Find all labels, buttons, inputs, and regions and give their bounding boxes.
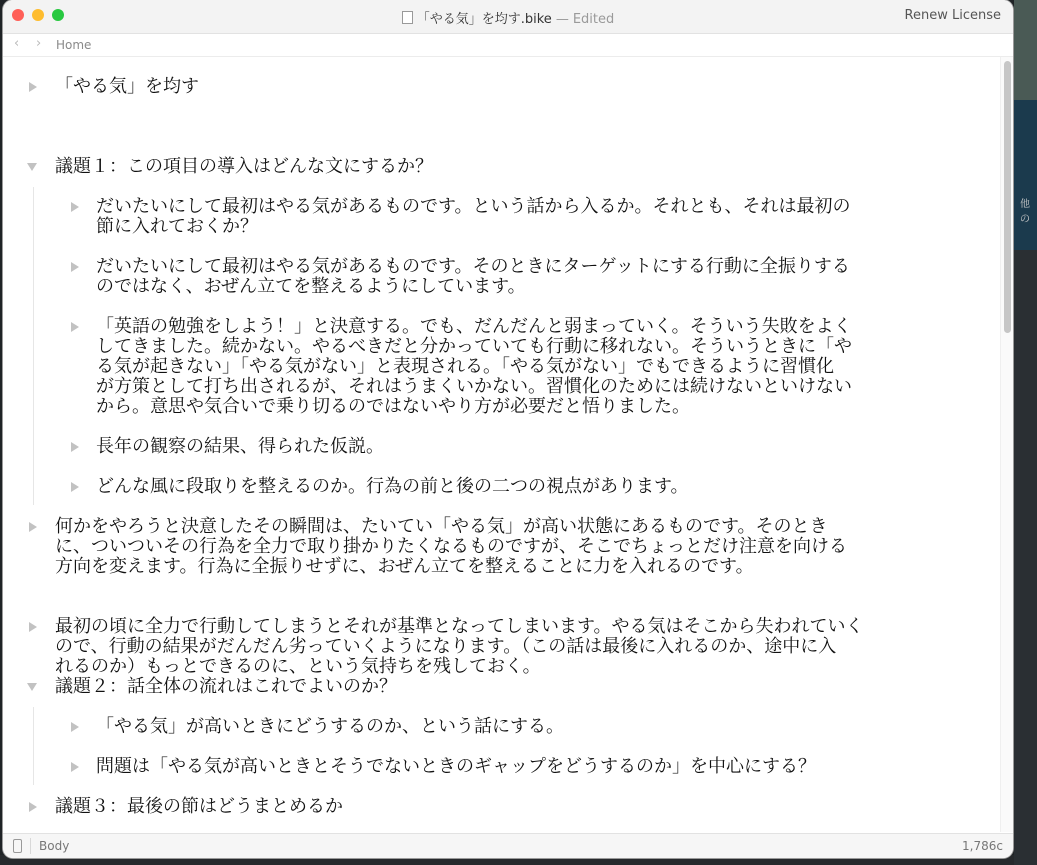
disclosure-collapsed-icon[interactable]	[71, 442, 79, 452]
paragraph-style-label[interactable]: Body	[39, 839, 70, 853]
document-title	[3, 8, 1013, 27]
disclosure-collapsed-icon[interactable]	[71, 202, 79, 212]
character-count: 1,786c	[962, 839, 1003, 853]
outline-row-text[interactable]: 議題１：この項目の導入はどんな文にするか？	[55, 156, 433, 177]
title-separator: —	[555, 12, 569, 27]
vertical-scrollbar[interactable]	[1000, 57, 1013, 832]
outline-row-text[interactable]: だいたいにして最初はやる気があるものです。という話から入るか。それとも、それは最初の	[96, 196, 851, 217]
outline-child-row[interactable]	[3, 757, 998, 777]
outline-row-text[interactable]: 何かをやろうと決意したその瞬間は、たいてい「やる気」が高い状態にあるものです。そのとき	[55, 516, 828, 537]
outline-row-text[interactable]: に、ついついその行為を全力で取り掛かりたくなるものですが、そこでちょっとだけ注意を向ける	[55, 536, 847, 557]
outline-row-text[interactable]: のではなく、おぜん立てを整えるようにしています。	[96, 276, 526, 297]
disclosure-collapsed-icon[interactable]	[71, 482, 79, 492]
outline-row-text[interactable]: が方策として打ち出されるが、それはうまくいかない。習慣化のためには続けないといけない	[96, 376, 852, 397]
outline-row[interactable]	[3, 677, 998, 697]
outline-child-row[interactable]	[3, 477, 998, 497]
document-name: 「やる気」を均す.bike	[416, 12, 552, 27]
outline-child-row[interactable]	[3, 717, 998, 737]
chevron-left-icon[interactable]: ‹	[14, 36, 20, 51]
outline-row-text[interactable]: 「やる気」を均す	[55, 76, 199, 97]
disclosure-collapsed-icon[interactable]	[29, 82, 37, 92]
outline-row-text[interactable]: 「やる気」が高いときにどうするのか、という話にする。	[96, 716, 564, 737]
outline-row[interactable]	[3, 157, 998, 177]
status-bar	[3, 833, 1013, 858]
outline-row-text[interactable]: だいたいにして最初はやる気があるものです。そのときにターゲットにする行動に全振りする	[96, 256, 850, 277]
chevron-right-icon[interactable]: ›	[36, 36, 42, 51]
disclosure-collapsed-icon[interactable]	[29, 802, 37, 812]
desktop-background	[1014, 0, 1037, 865]
disclosure-collapsed-icon[interactable]	[71, 262, 79, 272]
outline-row-text[interactable]: ので、行動の結果がだんだん劣っていくようになります。（この話は最後に入れるのか、途中に入	[55, 636, 837, 657]
app-window	[3, 0, 1013, 858]
outline-row-text[interactable]: る気が起きない」「やる気がない」と表現される。「やる気がない」でもできるように習慣化	[96, 356, 834, 377]
outline-row[interactable]	[3, 117, 998, 137]
outline-row-text[interactable]: から。意思や気合いで乗り切るのではないやり方が必要だと悟りました。	[96, 396, 690, 417]
device-icon[interactable]	[13, 839, 22, 853]
indent-guide	[33, 707, 34, 785]
outline-row[interactable]	[3, 617, 998, 677]
background-window-text: 他の	[1020, 199, 1030, 225]
status-divider	[30, 838, 31, 854]
outline-child-row[interactable]	[3, 437, 998, 457]
outline-row-text[interactable]: 「英語の勉強をしよう！」と決意する。でも、だんだんと弱まっていく。そういう失敗をよく	[96, 316, 852, 337]
document-icon	[402, 11, 413, 24]
outline-child-row[interactable]	[3, 197, 998, 237]
outline-row-text[interactable]: 長年の観察の結果、得られた仮説。	[96, 436, 384, 457]
disclosure-collapsed-icon[interactable]	[71, 722, 79, 732]
renew-license-button[interactable]: Renew License	[904, 8, 1001, 23]
outline-row-text[interactable]: 最初の頃に全力で行動してしまうとそれが基準となってしまいます。やる気はそこから失われていく	[55, 616, 864, 637]
outline-row-text[interactable]: 節に入れておくか？	[96, 216, 258, 237]
outline-row-text[interactable]: してきました。続かない。やるべきだと分かっていても行動に移れない。そういうときに「や	[96, 336, 852, 357]
disclosure-collapsed-icon[interactable]	[71, 322, 79, 332]
outline-row-text[interactable]: どんな風に段取りを整えるのか。行為の前と後の二つの視点があります。	[96, 476, 689, 497]
outline-row[interactable]	[3, 797, 998, 817]
outline-row-text[interactable]: 方向を変えます。行為に全振りせずに、おぜん立てを整えることに力を入れるのです。	[55, 556, 754, 577]
breadcrumb[interactable]: Home	[56, 38, 92, 52]
disclosure-expanded-icon[interactable]	[27, 683, 37, 691]
outline-row-text[interactable]: 議題２：話全体の流れはこれでよいのか？	[55, 676, 397, 697]
edited-status: Edited	[572, 12, 615, 27]
navigation-bar	[3, 34, 1013, 57]
scrollbar-thumb[interactable]	[1004, 61, 1011, 333]
outline-child-row[interactable]	[3, 257, 998, 297]
outline-row[interactable]	[3, 77, 998, 97]
disclosure-collapsed-icon[interactable]	[29, 622, 37, 632]
disclosure-collapsed-icon[interactable]	[29, 522, 37, 532]
outline-row-text[interactable]: 議題３：最後の節はどうまとめるか	[55, 796, 343, 817]
disclosure-expanded-icon[interactable]	[27, 163, 37, 171]
indent-guide	[33, 187, 34, 505]
title-bar[interactable]	[3, 0, 1013, 34]
outline-row[interactable]	[3, 517, 998, 577]
outline-row-text[interactable]: 問題は「やる気が高いときとそうでないときのギャップをどうするのか」を中心にする？	[96, 756, 816, 777]
outline-child-row[interactable]	[3, 317, 998, 417]
desktop-wallpaper	[1014, 0, 1037, 100]
outline-editor[interactable]	[3, 57, 998, 832]
outline-row-text[interactable]: れるのか）もっとできるのに、という気持ちを残しておく。	[55, 656, 541, 677]
background-window	[1014, 100, 1037, 250]
disclosure-collapsed-icon[interactable]	[71, 762, 79, 772]
